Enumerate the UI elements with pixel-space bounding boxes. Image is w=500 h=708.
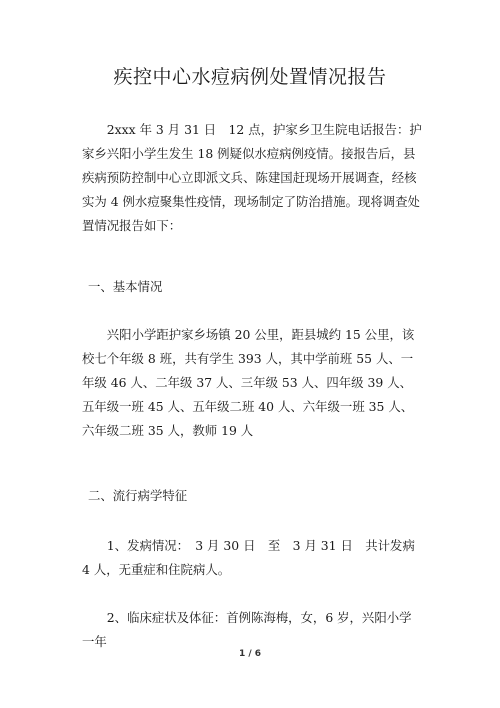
document-title: 疾控中心水痘病例处置情况报告	[113, 66, 387, 88]
page-number: 1 / 6	[238, 649, 262, 659]
onset-paragraph: 1、发病情况： 3 月 30 日 至 3 月 31 日 共计发病 4 人，无重症和住院病人。	[82, 538, 415, 577]
basic-info-paragraph: 兴阳小学距护家乡场镇 20 公里，距县城约 15 公里，该校七个年级 8 班，共有学生 393 人，其中学前班 55 人、一年级 46 人、二年级 37 人、三年级 53 人、四年级 39 人、五年级一班 45 人、五年级二班 40 人、六年级一班 35 人、六年级二班 35 人，教师 19 人	[82, 327, 415, 438]
section-heading-epidemiology: 二、流行病学特征	[88, 488, 188, 503]
intro-paragraph: 2xxx 年 3 月 31 日 12 点，护家乡卫生院电话报告：护家乡兴阳小学生发生 18 例疑似水痘病例疫情。接报告后，县疾病预防控制中心立即派文兵、陈建国赶现场开展调查，经核实为 4 例水痘聚集性疫情，现场制定了防治措施。现将调查处置情况报告如下：	[82, 122, 422, 233]
symptoms-paragraph: 2、临床症状及体征：首例陈海梅，女，6 岁，兴阳小学一年	[82, 610, 412, 649]
section-heading-basic-info: 一、基本情况	[88, 279, 163, 294]
